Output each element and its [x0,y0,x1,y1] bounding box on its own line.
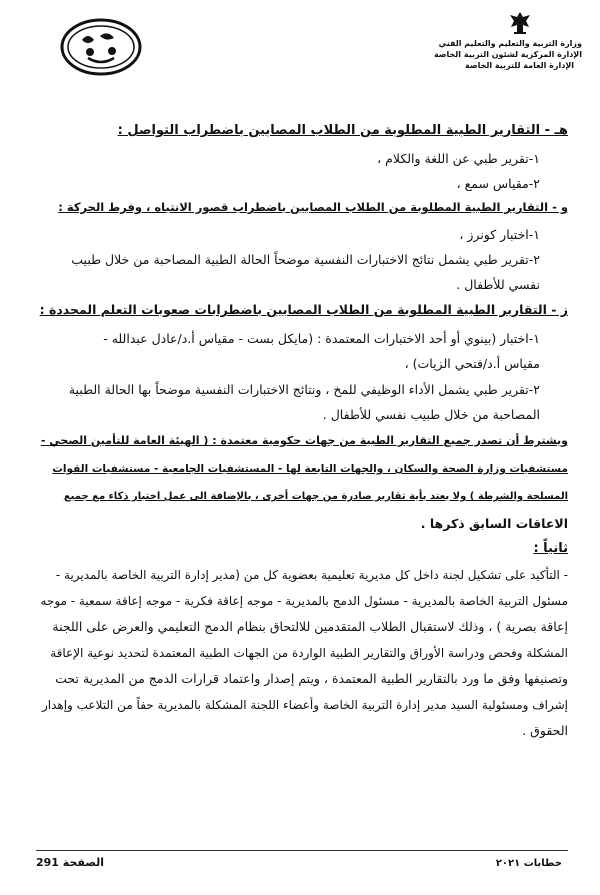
section-z-item-3: ٢-تقرير طبي يشمل الأداء الوظيفي للمخ ، ونتائج الاختبارات النفسية موضحاً بها الحالة الطبية [68,382,540,397]
second-line-1: - التأكيد على تشكيل لجنة داخل كل مديرية تعليمية بعضوية كل من (مدير إدارة التربية الخاصة بالمديرية - [55,568,568,582]
section-z-item-2: مقياس أ.د/فتحي الزيات) ، [404,356,540,371]
condition-line-4: الاعاقات السابق ذكرها . [420,516,568,531]
section-h-item-2: ٢-مقياس سمع ، [456,176,540,191]
section-h-item-1: ١-تقرير طبي عن اللغة والكلام ، [377,151,540,166]
org-line-3: الإدارة العامة للتربية الخاصة [464,61,575,70]
second-line-4: المشكلة وفحص ودراسة الأوراق والتقارير الطبية الواردة من الجهات الطبية المعتمدة لتحديد نوعية الإعاقة [50,646,568,660]
org-line-2: الإدارة المركزية لشئون التربية الخاصة [433,50,582,59]
section-z-item-1: ١-اختبار (بينوي أو أحد الاختبارات المعتمدة : (مايكل بست - مقياس أ.د/عادل عبدالله - [103,331,540,346]
ministry-header [433,10,582,71]
condition-line-3: المسلحة والشرطة ) ولا يعتد بأية تقارير صادرة من جهات أخرى ، بالإضافة الى عمل اختبار ذكاء مع جميع [63,491,568,502]
second-line-3: إعاقة بصرية ) ، وذلك لاستقبال الطلاب المتقدمين للالتحاق بنظام الدمج التعليمي والعرض على اللجنة [52,619,568,634]
section-w-item-2: ٢-تقرير طبي يشمل نتائج الاختبارات النفسية موضحاً الحالة الطبية المصاحبة من خلال طبيب [71,252,540,267]
page-number: الصفحة 291 [36,856,105,869]
condition-line-1: ويشترط أن تصدر جميع التقارير الطبية من جهات حكومية معتمدة : ( الهيئة العامة للتأمين الصحي - [40,434,568,447]
section-w-item-3: نفسي للأطفال . [456,277,540,292]
second-heading: ثانياً : [533,541,568,556]
footer-divider [36,850,568,851]
footer-letters-year: خطابات ٢٠٢١ [495,858,562,869]
second-line-6: إشراف ومسئولية السيد مدير إدارة التربية الخاصة وأعضاء اللجنة المشكلة بالمديرية حفاً من التلاعب وإهدار [41,698,568,712]
org-line-1: وزارة التربية والتعليم والتعليم الفني [438,39,582,48]
section-w-heading: و - التقارير الطبية المطلوبة من الطلاب المصابين باضطراب قصور الانتباه ، وفرط الحركة : [58,200,568,214]
second-line-2: مسئول التربية الخاصة بالمديرية - مسئول الدمج بالمديرية - موجه إعاقة فكرية - موجه إعاقة سمعية - موجه [40,594,568,608]
special-education-logo-icon [60,18,142,76]
eagle-emblem-icon [506,10,534,36]
section-w-item-1: ١-اختبار كونرز ، [459,227,540,242]
condition-line-2: مستشفيات وزارة الصحة والسكان ، والجهات التابعة لها - المستشفيات الجامعية - مستشفيات القوات [52,463,568,475]
section-h-heading: هـ - التقارير الطبية المطلوبة من الطلاب المصابين باضطراب التواصل : [117,123,568,138]
second-line-5: وتصنيفها وفق ما ورد بالتقارير الطبية المعتمدة ، ويتم إصدار واعتماد قرارات الدمج من المديرية تحت [55,671,568,686]
second-line-7: الحقوق . [522,723,568,738]
section-z-item-4: المصاحبة من خلال طبيب نفسي للأطفال . [322,407,540,422]
section-z-heading: ز - التقارير الطبية المطلوبة من الطلاب المصابين باضطرابات صعوبات التعلم المحددة : [39,302,568,317]
